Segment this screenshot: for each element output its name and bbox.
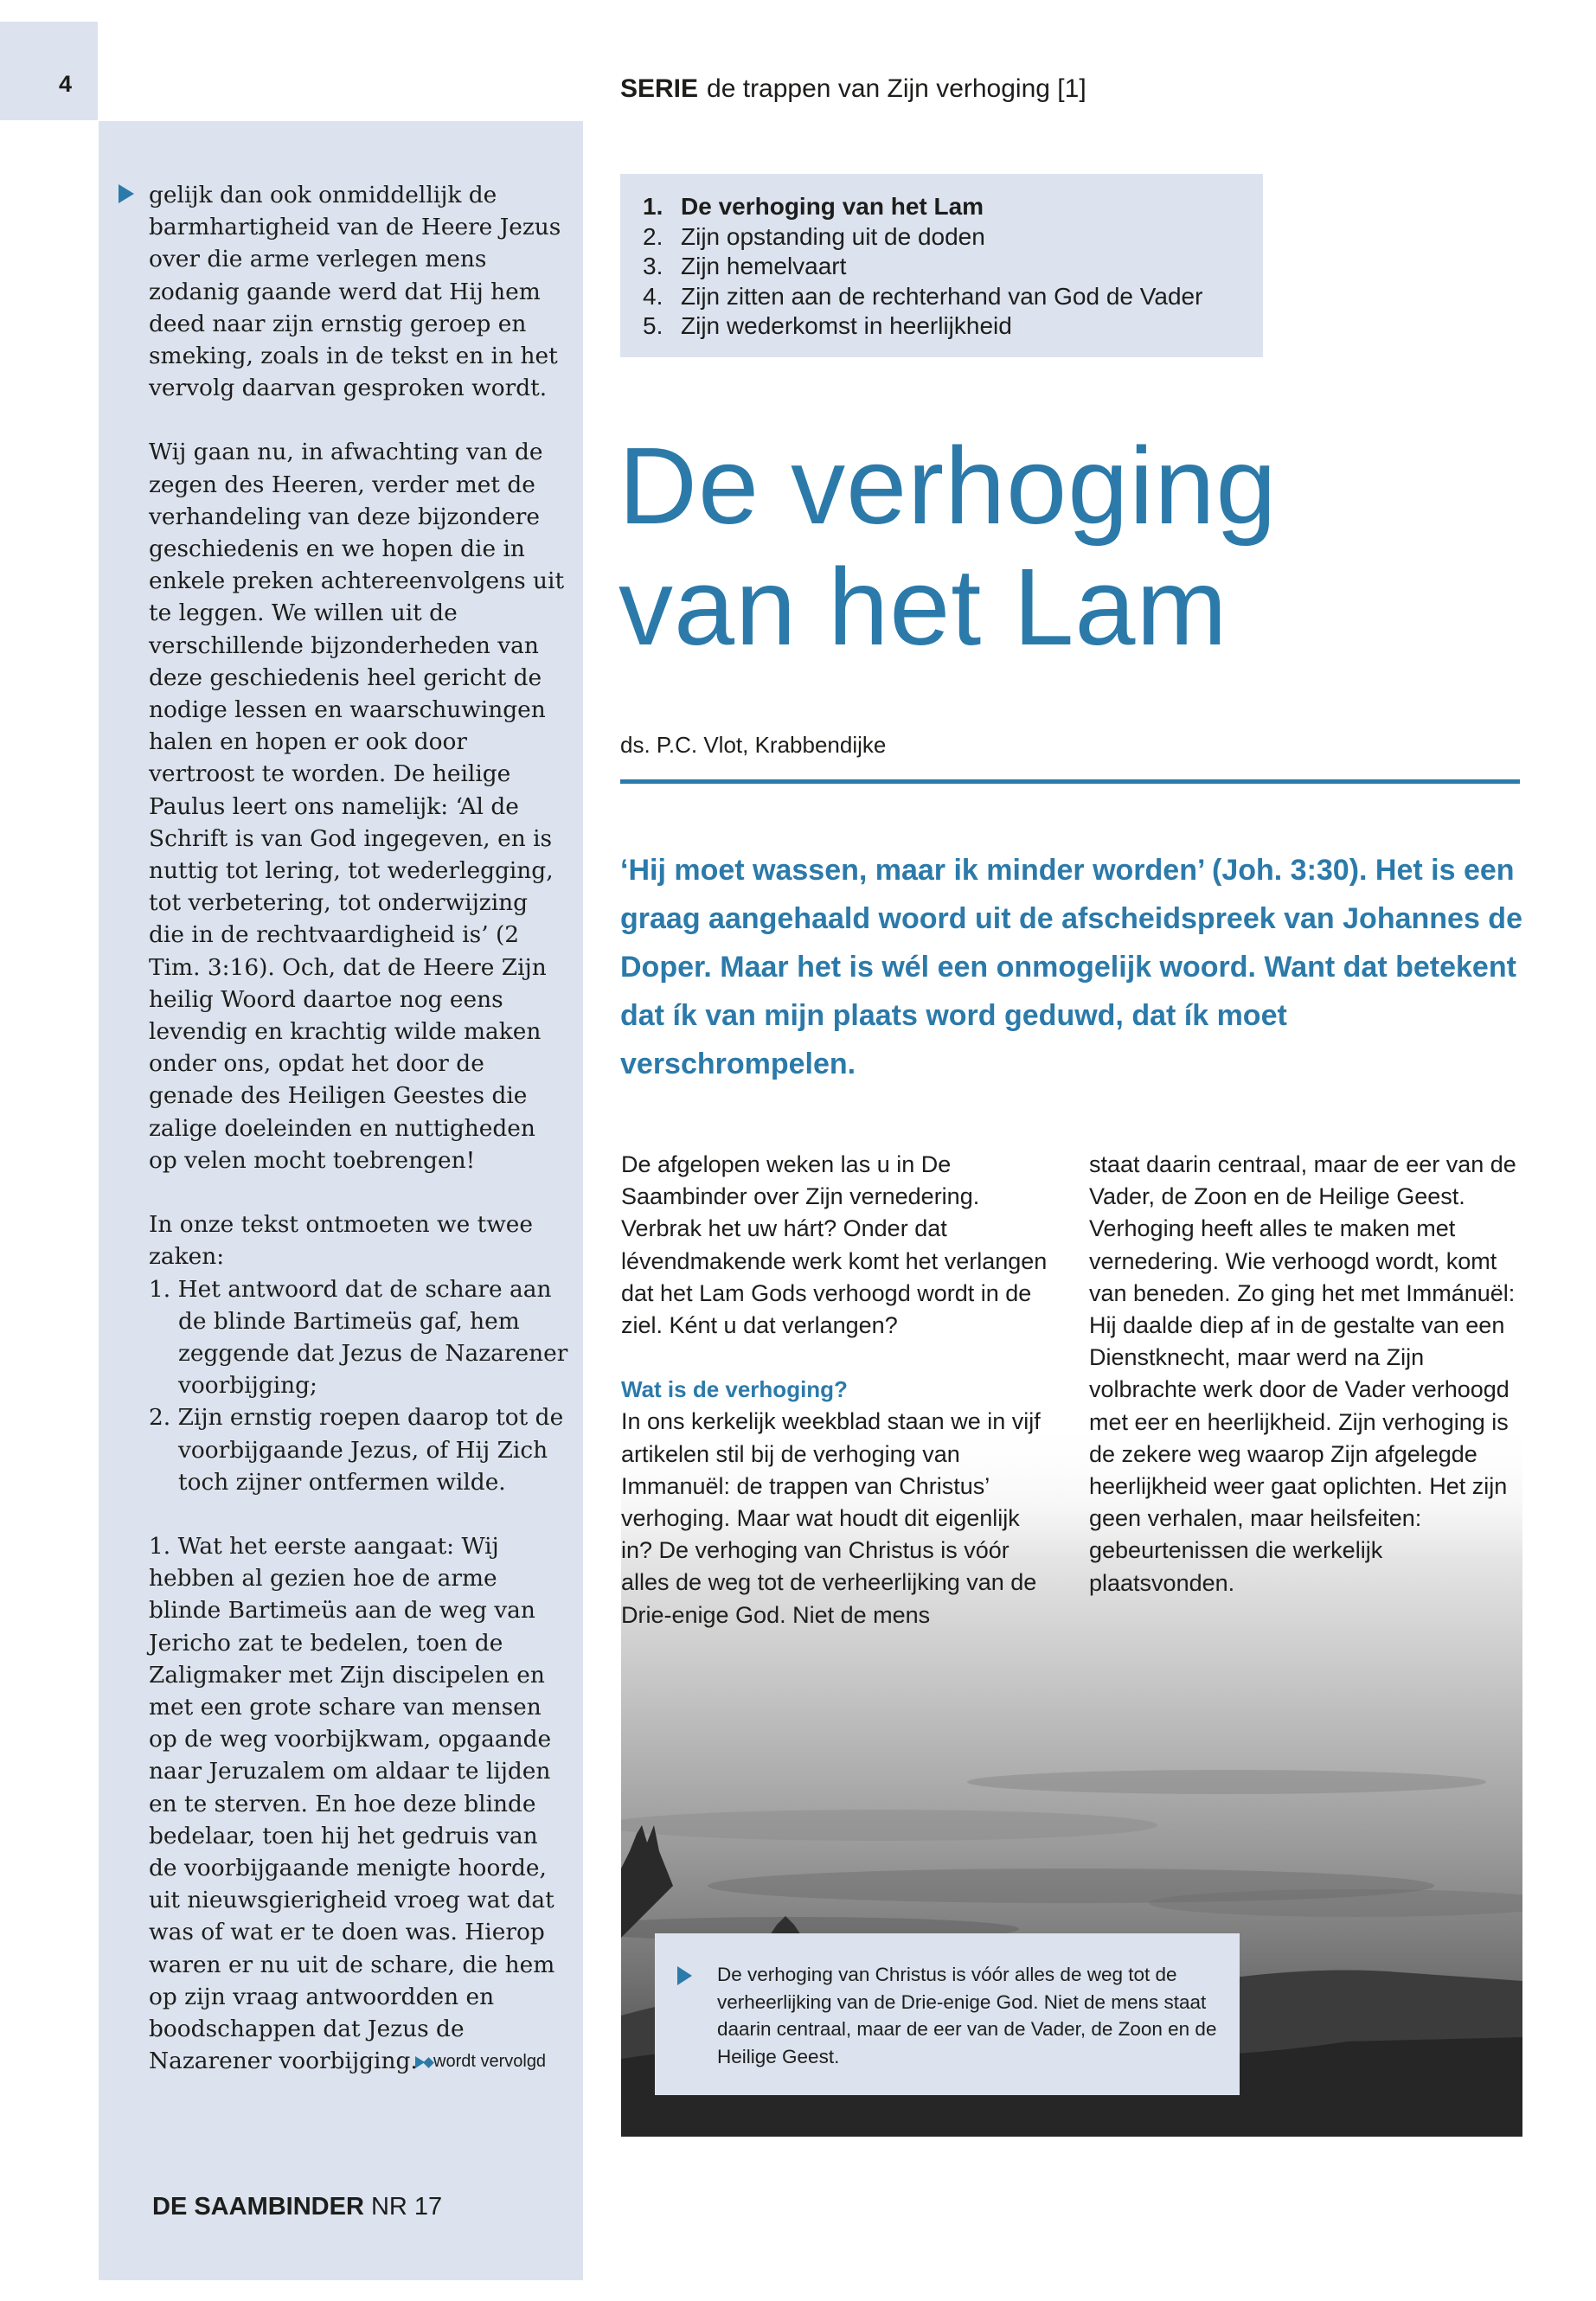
body-paragraph: In ons kerkelijk weekblad staan we in vijf artikelen stil bij de verhoging van Immanuël: de trappen van Christus’ verhoging. Maar wat houdt dit eigenlijk in? De verhoging van Christus is vóór alles de weg tot de verheerlijking van de Drie-enige God. Niet de mens [621, 1408, 1041, 1628]
title-line: van het Lam [619, 546, 1228, 668]
serie-title: de trappen van Zijn verhoging [1] [707, 74, 1086, 103]
article-column-right [1089, 1149, 1522, 1599]
series-item [643, 252, 1202, 282]
series-item [643, 222, 1202, 253]
series-item-number: 5. [643, 312, 663, 339]
sidebar-paragraph: gelijk dan ook onmiddellijk de barmhartigheid van de Heere Jezus over die arme verlegen mens zodanig gaande werd dat Hij hem deed naar zijn ernstig geroep en smeking, zoals in de tekst en in het vervolg daarvan gesproken wordt. [149, 182, 561, 402]
list-item: 2. Zijn ernstig roepen daarop tot de voorbijgaande Jezus, of Hij Zich toch zijner ontfermen wilde. [149, 1404, 564, 1496]
body-paragraph: Verhoging heeft alles te maken met vernedering. Wie verhoogd wordt, komt van beneden. Zo ging het met Immánuël: Hij daalde diep af in de gestalte van een Dienstknecht, maar werd na Zijn volbrachte werk door de Vader verhoogd met eer en heerlijkheid. Zijn verhoging is de zekere weg waarop Zijn afgelegde heerlijkheid weer gaat oplichten. Het zijn geen verhalen, maar heilsfeiten: gebeurtenissen die werkelijk plaatsvonden. [1089, 1215, 1516, 1596]
series-item-number: 1. [643, 193, 663, 220]
sidebar-paragraph [149, 1530, 568, 2077]
photo-caption: De verhoging van Christus is vóór alles de weg tot de verheerlijking van de Drie-enige God. Niet de mens staat daarin centraal, maar de eer van de Vader, de Zoon en de Heilige Geest. [717, 1964, 1217, 2067]
sidebar-list [149, 1273, 568, 1498]
series-item-label: Zijn hemelvaart [681, 253, 847, 279]
article-lead: ‘Hij moet wassen, maar ik minder worden’ (Joh. 3:30). Het is een graag aangehaald woord uit de afscheidspreek van Johannes de Doper. Maar het is wél een onmogelijk woord. Want dat betekent dat ík van mijn plaats word geduwd, dat ík moet verschrompelen. [620, 854, 1522, 1080]
sidebar-paragraph: In onze tekst ontmoeten we twee zaken: [149, 1211, 534, 1271]
article-title [619, 426, 1277, 668]
list-item: 1. Het antwoord dat de schare aan de blinde Bartimeüs gaf, hem zeggende dat Jezus de Nazarener voorbijging; [149, 1275, 568, 1400]
footer-issue: NR 17 [370, 2193, 443, 2221]
to-be-continued [415, 2052, 546, 2072]
continue-triangle-icon [119, 184, 134, 203]
sidebar-paragraph-text: 1. Wat het eerste aangaat: Wij hebben al gezien hoe de arme blinde Bartimeüs aan de weg van Jericho zat te bedelen, toen de Zaligmaker met Zijn discipelen en met een grote schare van mensen op de weg voorbijkwam, opgaande naar Jeruzalem om aldaar te lijden en te sterven. En hoe deze blinde bedelaar, toen hij het gedruis van de voorbijgaande menigte hoorde, uit nieuwsgierigheid vroeg wat dat was of wat er te doen was. Hierop waren er nu uit de schare, die hem op zijn vraag antwoordden en boodschappen dat Jezus de Nazarener voorbijging. [149, 1532, 555, 2075]
article-column-left [621, 1149, 1054, 1631]
series-item-label: De verhoging van het Lam [681, 193, 984, 220]
page-number: 4 [59, 71, 73, 97]
serie-label: SERIE [620, 74, 699, 103]
series-item-number: 2. [643, 222, 663, 250]
to-be-continued-label: wordt vervolgd [433, 2052, 547, 2071]
series-item-number: 3. [643, 253, 663, 279]
page-number-box [0, 22, 98, 120]
footer-magazine: DE SAAMBINDER [152, 2193, 364, 2221]
body-paragraph: De afgelopen weken las u in De Saambinder over Zijn vernedering. Verbrak het uw hárt? Onder dat lévendmakende werk komt het verlangen dat het Lam Gods verhoogd wordt in de ziel. Ként u dat verlangen? [621, 1151, 1048, 1339]
series-item-current [643, 192, 1202, 222]
series-item-label: Zijn zitten aan de rechterhand van God de Vader [681, 282, 1203, 310]
series-item [643, 311, 1202, 342]
section-heading: Wat is de verhoging? [621, 1376, 848, 1403]
sidebar-paragraph: Wij gaan nu, in afwachting van de zegen des Heeren, verder met de verhandeling van deze bijzondere geschiedenis en we hopen die in enkele preken achtereenvolgens uit te leggen. We willen uit de verschillende bijzonderheden van deze geschiedenis heel gericht de nodige lessen en waarschuwingen halen en hopen er ook door vertroost te worden. De heilige Paulus leert ons namelijk: ‘Al de Schrift is van God ingegeven, en is nuttig tot lering, tot wederlegging, tot verbetering, tot onderwijzing die in de rechtvaardigheid is’ (2 Tim. 3:16). Och, dat de Heere Zijn heilig Woord daartoe nog eens levendig en krachtig wilde maken onder ons, opdat het door de genade des Heiligen Geestes die zalige doeleinden en nuttigheden op velen mocht toebrengen! [149, 439, 565, 1174]
series-item-label: Zijn opstanding uit de doden [681, 222, 985, 250]
caption-triangle-icon [677, 1966, 692, 1985]
footer [152, 2193, 442, 2221]
series-item-number: 4. [643, 282, 663, 310]
article-author: ds. P.C. Vlot, Krabbendijke [620, 732, 887, 758]
serie-header [620, 74, 1086, 104]
sidebar-text [149, 179, 568, 2109]
triangle-icon [415, 2056, 425, 2068]
series-list [643, 192, 1202, 342]
series-item [643, 282, 1202, 312]
body-paragraph: staat daarin centraal, maar de eer van de Vader, de Zoon en de Heilige Geest. [1089, 1151, 1516, 1210]
title-divider [620, 779, 1520, 784]
series-item-label: Zijn wederkomst in heerlijkheid [681, 312, 1012, 339]
title-line: De verhoging [619, 425, 1278, 547]
